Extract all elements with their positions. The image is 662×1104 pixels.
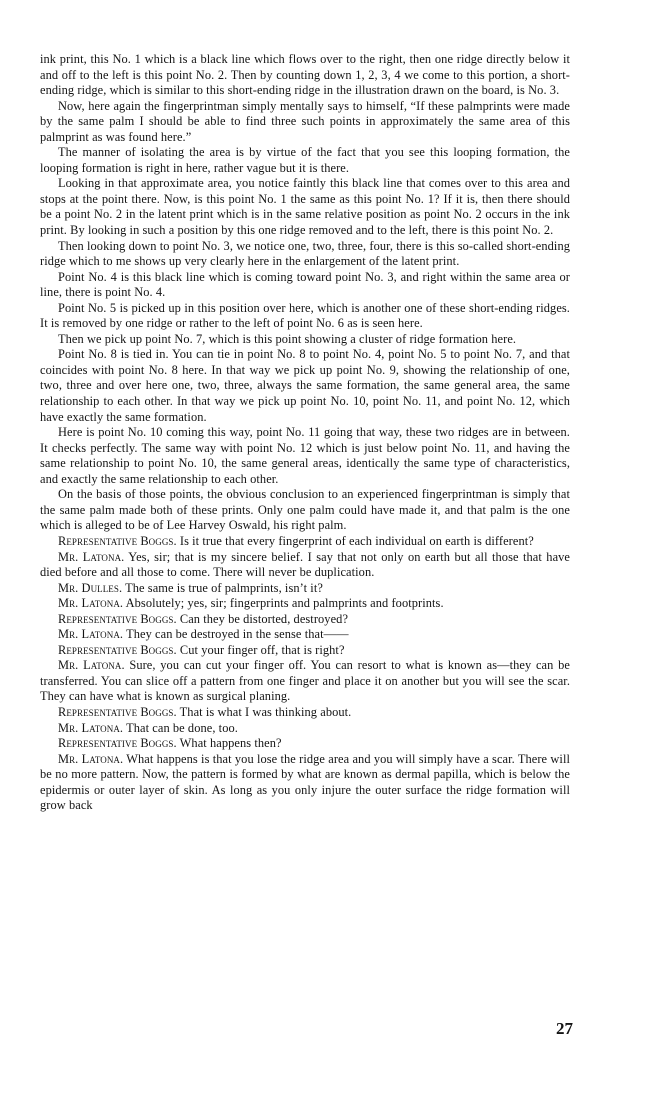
paragraph bbox=[40, 176, 570, 238]
speaker-name: Mr. Dulles. bbox=[58, 580, 123, 595]
paragraph bbox=[40, 270, 570, 301]
speaker-name: Mr. Latona. bbox=[58, 627, 124, 642]
paragraph-text: Then looking down to point No. 3, we notice one, two, three, four, there is this so-called short-ending ridge which to me shows up very clearly here in the enlargement of the latent print. bbox=[40, 238, 570, 269]
paragraph-text: What happens is that you lose the ridge area and you will simply have a scar. There will be no more pattern. Now, the pattern is formed by what are known as dermal papilla, which is below the epidermis or outer layer of skin. As long as you only injure the outer surface the ridge formation will grow back bbox=[40, 751, 570, 813]
speaker-name: Representative Boggs. bbox=[58, 611, 177, 626]
paragraph bbox=[40, 145, 570, 176]
testimony-paragraph bbox=[40, 550, 570, 581]
paragraph bbox=[40, 239, 570, 270]
testimony-paragraph bbox=[40, 752, 570, 814]
paragraph bbox=[40, 99, 570, 146]
testimony-paragraph bbox=[40, 721, 570, 737]
speaker-name: Mr. Latona. bbox=[58, 549, 125, 564]
paragraph-text: Point No. 5 is picked up in this position over here, which is another one of these short-ending ridges. It is removed by one ridge or rather to the left of point No. 6 as is seen here. bbox=[40, 300, 570, 331]
paragraph-text: Looking in that approximate area, you notice faintly this black line that comes over to this area and stops at the point there. Now, is this point No. 1 the same as this point No. 1? If it is, then there should be a point No. 2 in the latent print which is in the same relative position as point No. 2 occurs in the ink print. By looking in such a position by this one ridge removed and to the left, there is this point No. 2. bbox=[40, 176, 570, 238]
paragraph-text: ink print, this No. 1 which is a black line which flows over to the right, then one ridge directly below it and off to the left is this point No. 2. Then by counting down 1, 2, 3, 4 we come to this portion, a short-ending ridge, which is similar to this short-ending ridge in the illustration drawn on the board, is No. 3. bbox=[40, 52, 570, 98]
paragraph-text: Cut your finger off, that is right? bbox=[179, 642, 345, 657]
testimony-paragraph bbox=[40, 643, 570, 659]
paragraph bbox=[40, 487, 570, 534]
paragraph-text: Yes, sir; that is my sincere belief. I say that not only on earth but all those that have died before and all those to come. There will never be duplication. bbox=[40, 549, 570, 580]
paragraph-text: Absolutely; yes, sir; fingerprints and palmprints and footprints. bbox=[125, 596, 444, 611]
testimony-paragraph bbox=[40, 705, 570, 721]
paragraph-text: The same is true of palmprints, isn’t it? bbox=[125, 580, 323, 595]
paragraph bbox=[40, 301, 570, 332]
speaker-name: Mr. Latona. bbox=[58, 751, 124, 766]
testimony-paragraph bbox=[40, 612, 570, 628]
paragraph-text: The manner of isolating the area is by virtue of the fact that you see this looping formation, the looping formation is right in here, rather vague but it is there. bbox=[40, 145, 570, 175]
paragraph-text: Is it true that every fingerprint of each individual on earth is different? bbox=[179, 533, 534, 548]
paragraph-text: They can be destroyed in the sense that—— bbox=[126, 627, 349, 642]
testimony-paragraph bbox=[40, 627, 570, 643]
speaker-name: Representative Boggs. bbox=[58, 642, 177, 657]
testimony-paragraph bbox=[40, 534, 570, 550]
paragraph bbox=[40, 52, 570, 99]
paragraph-text: Here is point No. 10 coming this way, point No. 11 going that way, these two ridges are in between. It checks perfectly. The same way with point No. 12 which is just below point No. 11, and having the same relationship to point No. 10, the same general areas, identically the same type of characteristics, and exactly the same relationship to each other. bbox=[40, 425, 570, 486]
speaker-name: Representative Boggs. bbox=[58, 533, 177, 548]
testimony-paragraph bbox=[40, 736, 570, 752]
speaker-name: Mr. Latona. bbox=[58, 720, 124, 735]
speaker-name: Representative Boggs. bbox=[58, 736, 177, 751]
speaker-name: Representative Boggs. bbox=[58, 704, 177, 719]
paragraph-text: That is what I was thinking about. bbox=[179, 704, 352, 719]
paragraph bbox=[40, 425, 570, 487]
paragraph-text: Point No. 4 is this black line which is coming toward point No. 3, and right within the same area or line, there is point No. 4. bbox=[40, 269, 570, 300]
paragraph-text: On the basis of those points, the obvious conclusion to an experienced fingerprintman is simply that the same palm made both of these prints. Only one palm could have made it, and that palm is the one which is alleged to be of Lee Harvey Oswald, his right palm. bbox=[40, 487, 570, 533]
testimony-paragraph bbox=[40, 596, 570, 612]
paragraph bbox=[40, 332, 570, 348]
testimony-paragraph bbox=[40, 658, 570, 705]
testimony-paragraph bbox=[40, 581, 570, 597]
paragraph bbox=[40, 347, 570, 425]
paragraph-text: Point No. 8 is tied in. You can tie in point No. 8 to point No. 4, point No. 5 to point No. 7, and that coincides with point No. 8 here. In that way we pick up point No. 9, showing the relationship of one, two, three and over here one, two, three, always the same formation, the same general area, the same relationship to each other. In that way we pick up point No. 10, point No. 11, and point No. 12, which have exactly the same formation. bbox=[40, 347, 570, 424]
speaker-name: Mr. Latona. bbox=[58, 658, 125, 673]
paragraph-text: Can they be distorted, destroyed? bbox=[179, 611, 349, 626]
paragraph-text: That can be done, too. bbox=[126, 720, 238, 735]
paragraph-text: Then we pick up point No. 7, which is this point showing a cluster of ridge formation here. bbox=[58, 331, 517, 346]
page-number: 27 bbox=[556, 1019, 573, 1038]
paragraph-text: Now, here again the fingerprintman simply mentally says to himself, “If these palmprints were made by the same palm I should be able to find three such points in approximately the same area of this palmprint as was found here.” bbox=[40, 98, 570, 144]
page-body bbox=[40, 52, 570, 814]
paragraph-text: What happens then? bbox=[179, 736, 282, 751]
speaker-name: Mr. Latona. bbox=[58, 596, 124, 611]
paragraph-text: Sure, you can cut your finger off. You can resort to what is known as—they can be transferred. You can slice off a pattern from one finger and place it on another but you will see the scar. They can have what is known as surgical planing. bbox=[40, 658, 570, 704]
